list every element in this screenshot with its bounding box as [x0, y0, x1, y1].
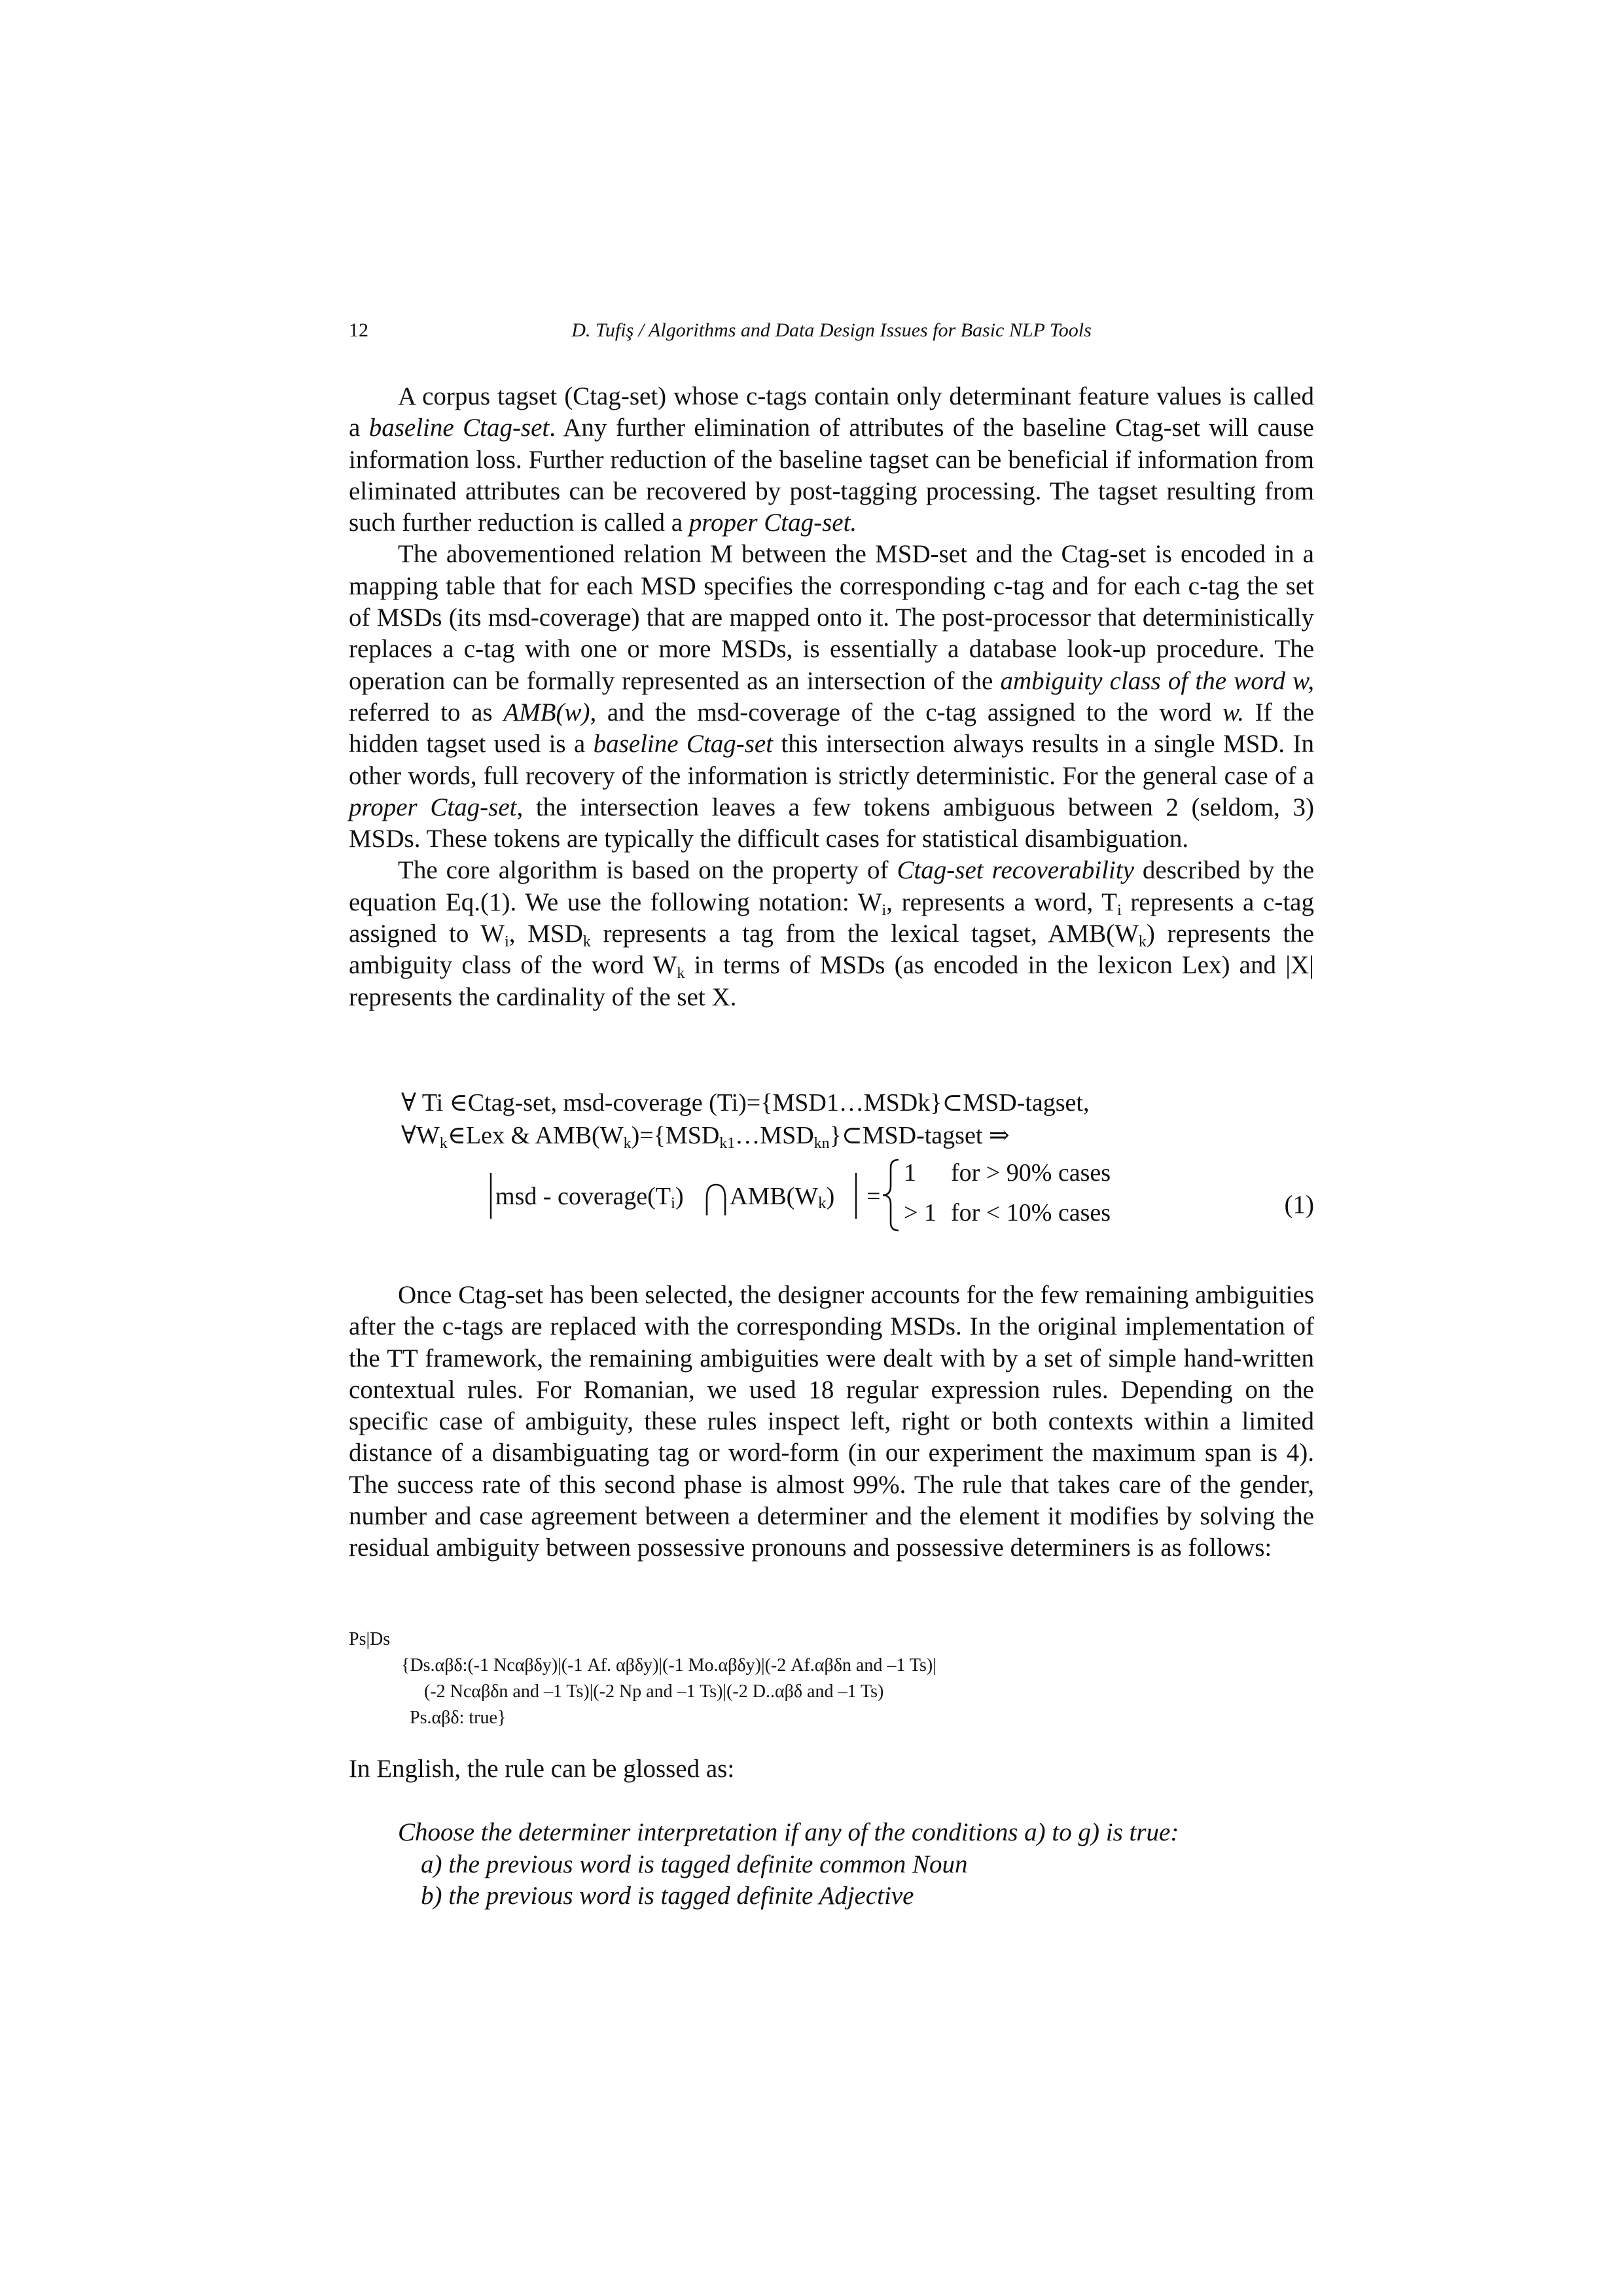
running-header [349, 319, 1314, 352]
equation-line-2 [401, 1121, 1010, 1150]
gloss-lead: Choose the determiner interpretation if any of the conditions a) to g) is true: [398, 1818, 1179, 1846]
gloss-item-a: a) the previous word is tagged definite common Noun [421, 1850, 968, 1878]
eq-text: ∈Lex & AMB(W [447, 1122, 624, 1149]
subscript: k [582, 933, 591, 951]
eq-text: )={MSD [631, 1122, 720, 1149]
subscript: k [439, 1135, 448, 1152]
paragraph-baseline-ctag [349, 381, 1314, 539]
term-proper-ctag-set: proper Ctag-set [349, 793, 517, 821]
text-run: this intersection always results in a single MSD. In other words, full recovery of the information is strictly deterministic. For the general case of a [349, 730, 1314, 790]
equation-line-1: ∀ Ti ∈Ctag-set, msd-coverage (Ti)={MSD1…MSDk}⊂MSD-tagset, [401, 1089, 1090, 1117]
body-text-lower [349, 1280, 1314, 1564]
text-run: described by the equation Eq.(1). We use the following notation: W [349, 856, 1314, 916]
paragraph-mapping-table [349, 539, 1314, 855]
subscript: i [1116, 901, 1122, 919]
text-run: , represents a word, T [886, 888, 1117, 916]
equation-1 [349, 1088, 1314, 1245]
paragraph-remaining-ambiguities: Once Ctag-set has been selected, the designer accounts for the few remaining ambiguities after the c-tags are replaced with the corresponding MSDs. In the original implementation of the TT framework, the remaining ambiguities were dealt with by a set of simple hand-written contextual rules. For Romanian, we used 18 regular expression rules. Depending on the specific case of ambiguity, these rules inspect left, right or both contexts within a limited distance of a disambiguating tag or word-form (in our experiment the maximum span is 4). The success rate of this second phase is almost 99%. The rule that takes care of the gender, number and case agreement between a determiner and the element it modifies by solving the residual ambiguity between possessive pronouns and possessive determiners is as follows: [349, 1281, 1314, 1562]
text-run: , MSD [508, 920, 583, 948]
equation-number: (1) [1284, 1191, 1314, 1219]
eq-text: }⊂MSD-tagset ⇒ [829, 1122, 1010, 1149]
term-proper-ctag-set: proper Ctag-set. [688, 509, 857, 537]
case-1-value: 1 [904, 1159, 916, 1187]
subscript: kn [813, 1135, 830, 1152]
case-2-value: > 1 [904, 1199, 936, 1227]
gloss-item-b: b) the previous word is tagged definite Adjective [421, 1882, 914, 1910]
paragraph-core-algorithm [349, 855, 1314, 1013]
subscript: k1 [719, 1135, 736, 1152]
text-run: If the hidden tagset used is a [349, 698, 1315, 759]
text-run: ) represents the ambiguity class of the word W [349, 920, 1314, 980]
gloss-intro: In English, the rule can be glossed as: [349, 1755, 735, 1783]
rule-line-3: Ps.αβδ: true} [410, 1708, 507, 1728]
eq-text: ∀W [401, 1122, 440, 1149]
subscript: k [623, 1135, 632, 1152]
formula-lhs-part-2: AMB(Wk) [730, 1183, 835, 1212]
text-run: A corpus tagset (Ctag-set) whose c-tags contain only determinant feature values is called a [349, 382, 1314, 442]
case-2-condition: for < 10% cases [951, 1199, 1111, 1227]
text-run: The core algorithm is based on the property of [398, 856, 897, 885]
subscript: k [677, 965, 685, 982]
text-run: represents a tag from the lexical tagset, AMB(W [590, 920, 1139, 948]
case-1-condition: for > 90% cases [951, 1159, 1111, 1187]
formula-svg [349, 1153, 1314, 1238]
text-run: referred to as [349, 698, 504, 726]
text-run: . Any further elimination of attributes of the baseline Ctag-set will cause information loss. Further reduction of the baseline tagset can be beneficial if information from eliminated attributes can be recovered by post-tagging processing. The tagset resulting from such further reduction is called a [349, 414, 1314, 537]
gloss-conditions [398, 1817, 1179, 1912]
cardinality-formula [349, 1153, 1314, 1238]
rule-line-1: {Ds.αβδ:(-1 Ncαβδy)|(-1 Af. αβδy)|(-1 Mo.αβδy)|(-2 Af.αβδn and –1 Ts)| [401, 1655, 936, 1676]
body-text-upper [349, 381, 1314, 1013]
text-run: , the intersection leaves a few tokens ambiguous between 2 (seldom, 3) MSDs. These tokens are typically the difficult cases for statistical disambiguation. [349, 793, 1314, 853]
text-run: The abovementioned relation M between the MSD-set and the Ctag-set is encoded in a mapping table that for each MSD specifies the corresponding c-tag and for each c-tag the set of MSDs (its msd-coverage) that are mapped onto it. The post-processor that deterministically replaces a c-tag with one or more MSDs, is essentially a database look-up procedure. The operation can be formally represented as an intersection of the [349, 540, 1314, 695]
running-title: D. Tufiş / Algorithms and Data Design Issues for Basic NLP Tools [571, 319, 1092, 341]
term-ctag-set-recoverability: Ctag-set recoverability [897, 856, 1134, 885]
term-baseline-ctag-set: baseline Ctag-set [368, 414, 550, 442]
term-baseline-ctag-set: baseline Ctag-set [593, 730, 774, 759]
subscript: k [1138, 933, 1147, 951]
text-run: in terms of MSDs (as encoded in the lexicon Lex) and |X| represents the cardinality of the set X. [349, 951, 1314, 1011]
intersection-symbol [707, 1185, 725, 1215]
subscript: i [882, 901, 887, 919]
term-w: w. [1222, 698, 1244, 726]
subscript: i [505, 933, 509, 951]
case-brace [883, 1160, 899, 1230]
rule-line-2: (-2 Ncαβδn and –1 Ts)|(-2 Np and –1 Ts)|(-2 D..αβδ and –1 Ts) [424, 1681, 884, 1702]
rule-head: Ps|Ds [349, 1629, 391, 1649]
equals-sign: = [866, 1183, 881, 1210]
term-amb-w: AMB(w) [503, 698, 590, 726]
formula-lhs-part-1: msd - coverage(Ti) [495, 1183, 684, 1212]
term-ambiguity-class: ambiguity class of the word w, [1000, 666, 1314, 695]
text-run: represents a c-tag assigned to W [349, 888, 1314, 948]
text-run: , and the msd-coverage of the c-tag assigned to the word [590, 698, 1223, 726]
eq-text: …MSD [735, 1122, 814, 1149]
page-number: 12 [349, 319, 368, 341]
